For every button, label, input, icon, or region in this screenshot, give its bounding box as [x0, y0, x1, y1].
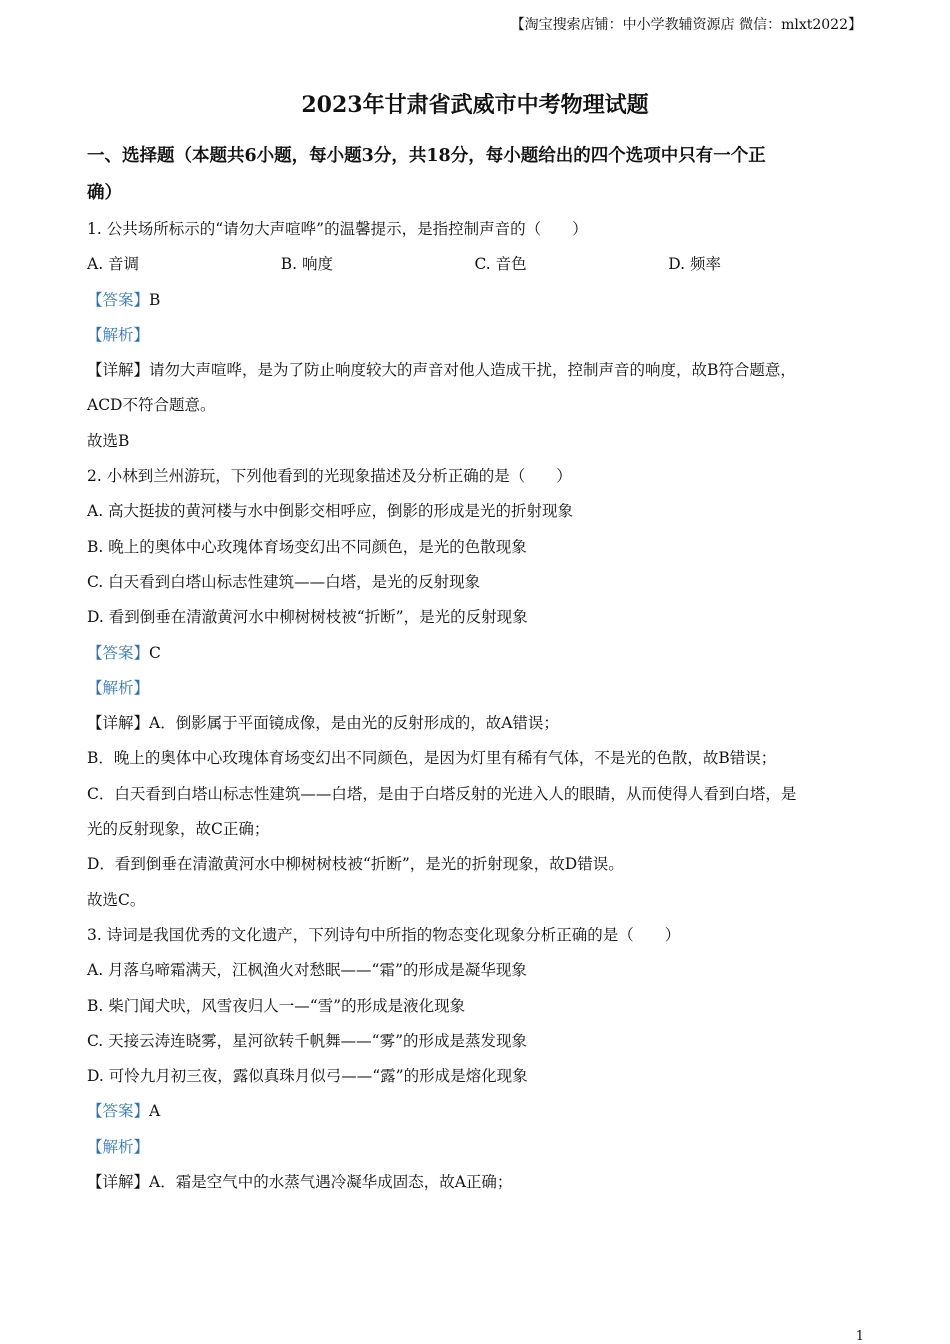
q3-stem: 3. 诗词是我国优秀的文化遗产，下列诗句中所指的物态变化现象分析正确的是（ ）	[87, 925, 681, 944]
page-title: 2023年甘肃省武威市中考物理试题	[301, 92, 649, 118]
q2-stem: 2. 小林到兰州游玩，下列他看到的光现象描述及分析正确的是（ ）	[87, 467, 572, 486]
q1-analysis	[87, 318, 862, 353]
document-body	[87, 138, 862, 1200]
q2-detail	[87, 706, 862, 741]
q1-option-d: D. 频率	[668, 255, 721, 274]
q2-detail-c2: 光的反射现象，故C正确；	[87, 820, 270, 839]
q2-option-a: A. 高大挺拔的黄河楼与水中倒影交相呼应，倒影的形成是光的折射现象	[87, 502, 574, 521]
q2-answer	[87, 636, 862, 671]
q2-detail-b: B．晚上的奥体中心玫瑰体育场变幻出不同颜色，是因为灯里有稀有气体，不是光的色散，故B错误；	[87, 749, 777, 768]
header-note: 【淘宝搜索店铺：中小学教辅资源店 微信：mlxt2022】	[510, 17, 862, 33]
section-heading-line1: 一、选择题（本题共6小题，每小题3分，共18分，每小题给出的四个选项中只有一个正	[87, 146, 766, 166]
q3-option-d: D. 可怜九月初三夜，露似真珠月似弓——“露”的形成是熔化现象	[87, 1067, 528, 1086]
analysis-label: 【解析】	[87, 678, 150, 697]
q1-option-c: C. 音色	[474, 255, 527, 274]
q3-option-c: C. 天接云涛连晓雾，星河欲转千帆舞——“雾”的形成是蒸发现象	[87, 1031, 528, 1050]
q2-detail-c1: C．白天看到白塔山标志性建筑——白塔，是由于白塔反射的光进入人的眼睛，从而使得人看到白塔，是	[87, 784, 797, 803]
q1-options	[87, 247, 862, 282]
q3-answer	[87, 1094, 862, 1129]
q1-answer	[87, 283, 862, 318]
q1-detail-line2: ACD不符合题意。	[87, 396, 216, 415]
answer-label: 【答案】	[87, 290, 150, 309]
q2-conclusion: 故选C。	[87, 890, 146, 909]
q2-option-d: D. 看到倒垂在清澈黄河水中柳树树枝被“折断”，是光的反射现象	[87, 608, 528, 627]
q1-stem: 1. 公共场所标示的“请勿大声喧哗”的温馨提示，是指控制声音的（ ）	[87, 220, 588, 238]
q2-detail-d: D．看到倒垂在清澈黄河水中柳树树枝被“折断”，是光的折射现象，故D错误。	[87, 855, 624, 874]
page-number: 1	[855, 1329, 864, 1344]
q3-analysis	[87, 1130, 862, 1165]
q3-option-a: A. 月落乌啼霜满天，江枫渔火对愁眠——“霜”的形成是凝华现象	[87, 961, 527, 980]
q3-detail	[87, 1165, 862, 1200]
q1-option-a: A. 音调	[87, 255, 140, 274]
detail-label: 【详解】	[87, 1173, 150, 1192]
q1-conclusion: 故选B	[87, 431, 130, 450]
q1-detail	[87, 353, 862, 388]
detail-label: 【详解】	[87, 714, 150, 733]
analysis-label: 【解析】	[87, 325, 150, 344]
q2-detail-a: A．倒影属于平面镜成像，是由光的反射形成的，故A错误；	[149, 714, 559, 733]
section-heading-line2: 确）	[87, 183, 122, 203]
q2-analysis	[87, 671, 862, 706]
q1-detail-line1: 请勿大声喧哗，是为了防止响度较大的声音对他人造成干扰，控制声音的响度，故B符合题意，	[149, 361, 796, 380]
q2-option-c: C. 白天看到白塔山标志性建筑——白塔，是光的反射现象	[87, 572, 481, 591]
q3-option-b: B. 柴门闻犬吠，风雪夜归人一—“雪”的形成是液化现象	[87, 996, 466, 1015]
q1-answer-value: B	[149, 290, 161, 309]
answer-label: 【答案】	[87, 643, 150, 662]
answer-label: 【答案】	[87, 1102, 150, 1121]
q2-answer-value: C	[149, 643, 161, 662]
q2-option-b: B. 晚上的奥体中心玫瑰体育场变幻出不同颜色，是光的色散现象	[87, 537, 527, 556]
q3-answer-value: A	[149, 1102, 161, 1121]
analysis-label: 【解析】	[87, 1137, 150, 1156]
detail-label: 【详解】	[87, 361, 150, 380]
q3-detail-a: A．霜是空气中的水蒸气遇冷凝华成固态，故A正确；	[149, 1173, 513, 1192]
q1-option-b: B. 响度	[280, 255, 333, 274]
